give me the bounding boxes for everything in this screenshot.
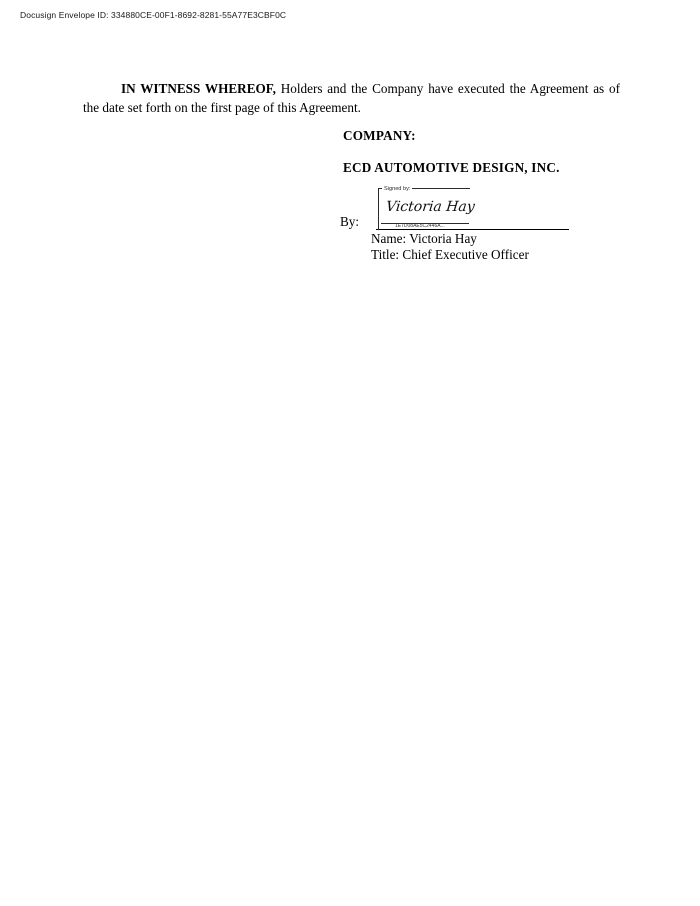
witness-paragraph-block <box>83 80 620 117</box>
signature-guid: 1E7D08AE5C2446A... <box>395 223 445 229</box>
signatory-name: Name: Victoria Hay <box>371 231 477 246</box>
docusign-signature-stamp <box>378 185 476 230</box>
signature-image: Victoria Hay <box>385 199 476 215</box>
witness-paragraph-lead: IN WITNESS WHEREOF, <box>121 81 276 96</box>
docusign-envelope-id: Docusign Envelope ID: 334880CE-00F1-8692-8281-55A77E3CBF0C <box>20 10 287 20</box>
signed-by-label: Signed by: <box>384 185 411 192</box>
witness-paragraph-text: Holders and the Company have executed the Agreement as of the date set forth on the first page of this Agreement. <box>83 81 620 115</box>
by-label: By: <box>340 214 360 229</box>
company-label: COMPANY: <box>343 128 416 143</box>
signatory-title: Title: Chief Executive Officer <box>371 247 529 262</box>
witness-paragraph <box>83 80 620 117</box>
company-name: ECD AUTOMOTIVE DESIGN, INC. <box>343 160 560 175</box>
